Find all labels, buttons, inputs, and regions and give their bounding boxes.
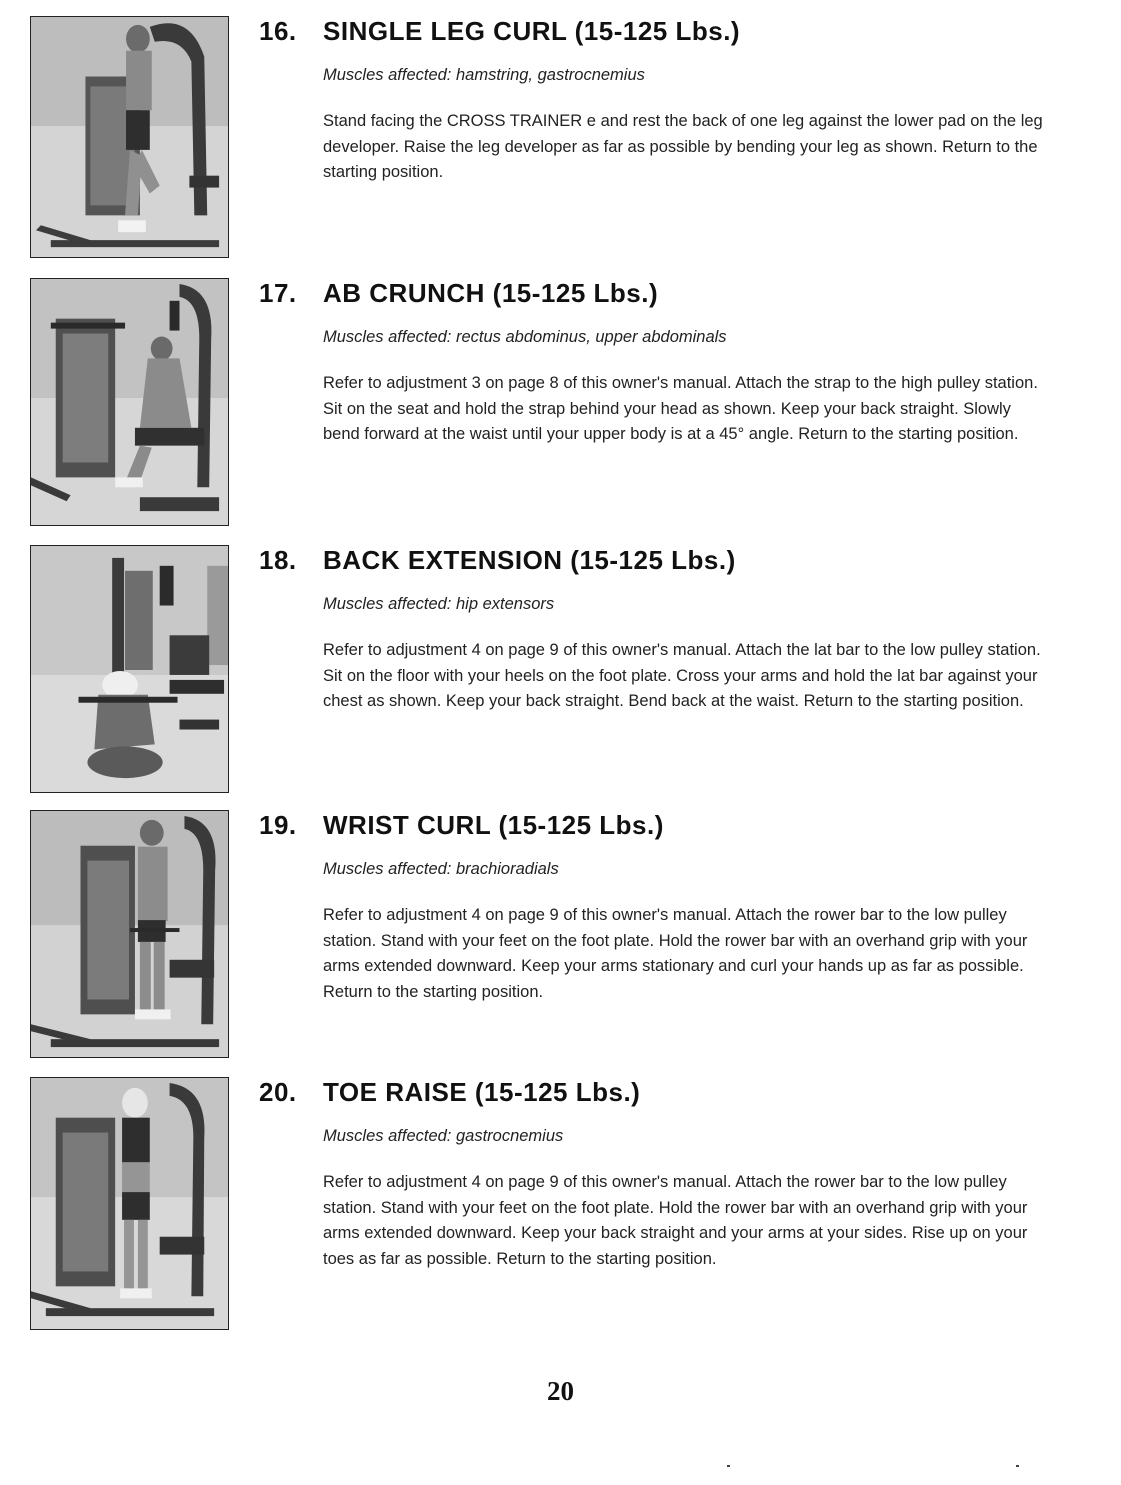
ab-crunch-photo — [30, 278, 229, 526]
machine-illustration — [31, 17, 228, 257]
exercise-description: Refer to adjustment 4 on page 9 of this owner's manual. Attach the rower bar to the low pulley station. Stand with your feet on the foot plate. Hold the rower bar with an overhand grip with your arms extended downward. Keep your arms stationary and curl your hands up as far as possible. Return to the starting position. — [323, 906, 1028, 1001]
exercise-number: 17. — [259, 278, 297, 308]
toe-raise-photo — [30, 1077, 229, 1330]
exercise-20 — [0, 1077, 1121, 1332]
exercise-title — [259, 545, 736, 576]
scan-speck — [727, 1465, 730, 1467]
exercise-name: AB CRUNCH (15-125 Lbs.) — [323, 278, 659, 308]
machine-illustration — [31, 546, 228, 792]
muscles-affected: Muscles affected: gastrocnemius — [323, 1127, 564, 1145]
exercise-number: 20. — [259, 1077, 297, 1107]
page-number: 20 — [547, 1376, 574, 1406]
exercise-description: Refer to adjustment 3 on page 8 of this owner's manual. Attach the strap to the high pulley station. Sit on the seat and hold the strap behind your head as shown. Keep your back straight. Slowly bend forward at the waist until your upper body is at a 45° angle. Return to the starting position. — [323, 374, 1038, 443]
exercise-number: 16. — [259, 16, 297, 46]
exercise-name: SINGLE LEG CURL (15-125 Lbs.) — [323, 16, 741, 46]
back-extension-photo — [30, 545, 229, 793]
muscles-affected: Muscles affected: brachioradials — [323, 860, 559, 878]
exercise-16 — [0, 16, 1121, 264]
exercise-number: 19. — [259, 810, 297, 840]
muscles-affected: Muscles affected: hamstring, gastrocnemius — [323, 66, 645, 84]
muscles-affected: Muscles affected: hip extensors — [323, 595, 555, 613]
exercise-title — [259, 16, 740, 47]
machine-illustration — [31, 279, 228, 525]
exercise-name: TOE RAISE (15-125 Lbs.) — [323, 1077, 641, 1107]
exercise-18 — [0, 545, 1121, 797]
exercise-name: BACK EXTENSION (15-125 Lbs.) — [323, 545, 736, 575]
exercise-name: WRIST CURL (15-125 Lbs.) — [323, 810, 664, 840]
machine-illustration — [31, 811, 228, 1057]
scan-speck — [1016, 1465, 1019, 1467]
exercise-number: 18. — [259, 545, 297, 575]
muscles-affected: Muscles affected: rectus abdominus, upper abdominals — [323, 328, 727, 346]
exercise-title — [259, 1077, 640, 1108]
exercise-19 — [0, 810, 1121, 1060]
exercise-description: Stand facing the CROSS TRAINER e and rest the back of one leg against the lower pad on the leg developer. Raise the leg developer as far as possible by bending your leg as shown. Return to the starting position. — [323, 112, 1043, 181]
machine-illustration — [31, 1078, 228, 1329]
exercise-title — [259, 278, 658, 309]
single-leg-curl-photo — [30, 16, 229, 258]
exercise-17 — [0, 278, 1121, 528]
exercise-description: Refer to adjustment 4 on page 9 of this owner's manual. Attach the rower bar to the low pulley station. Stand with your feet on the foot plate. Hold the rower bar with an overhand grip with your arms extended downward. Keep your back straight and your arms at your sides. Rise up on your toes as far as possible. Return to the starting position. — [323, 1173, 1028, 1268]
exercise-description: Refer to adjustment 4 on page 9 of this owner's manual. Attach the lat bar to the low pulley station. Sit on the floor with your heels on the foot plate. Cross your arms and hold the lat bar against your chest as shown. Keep your back straight. Bend back at the waist. Return to the starting position. — [323, 641, 1041, 710]
exercise-title — [259, 810, 664, 841]
wrist-curl-photo — [30, 810, 229, 1058]
